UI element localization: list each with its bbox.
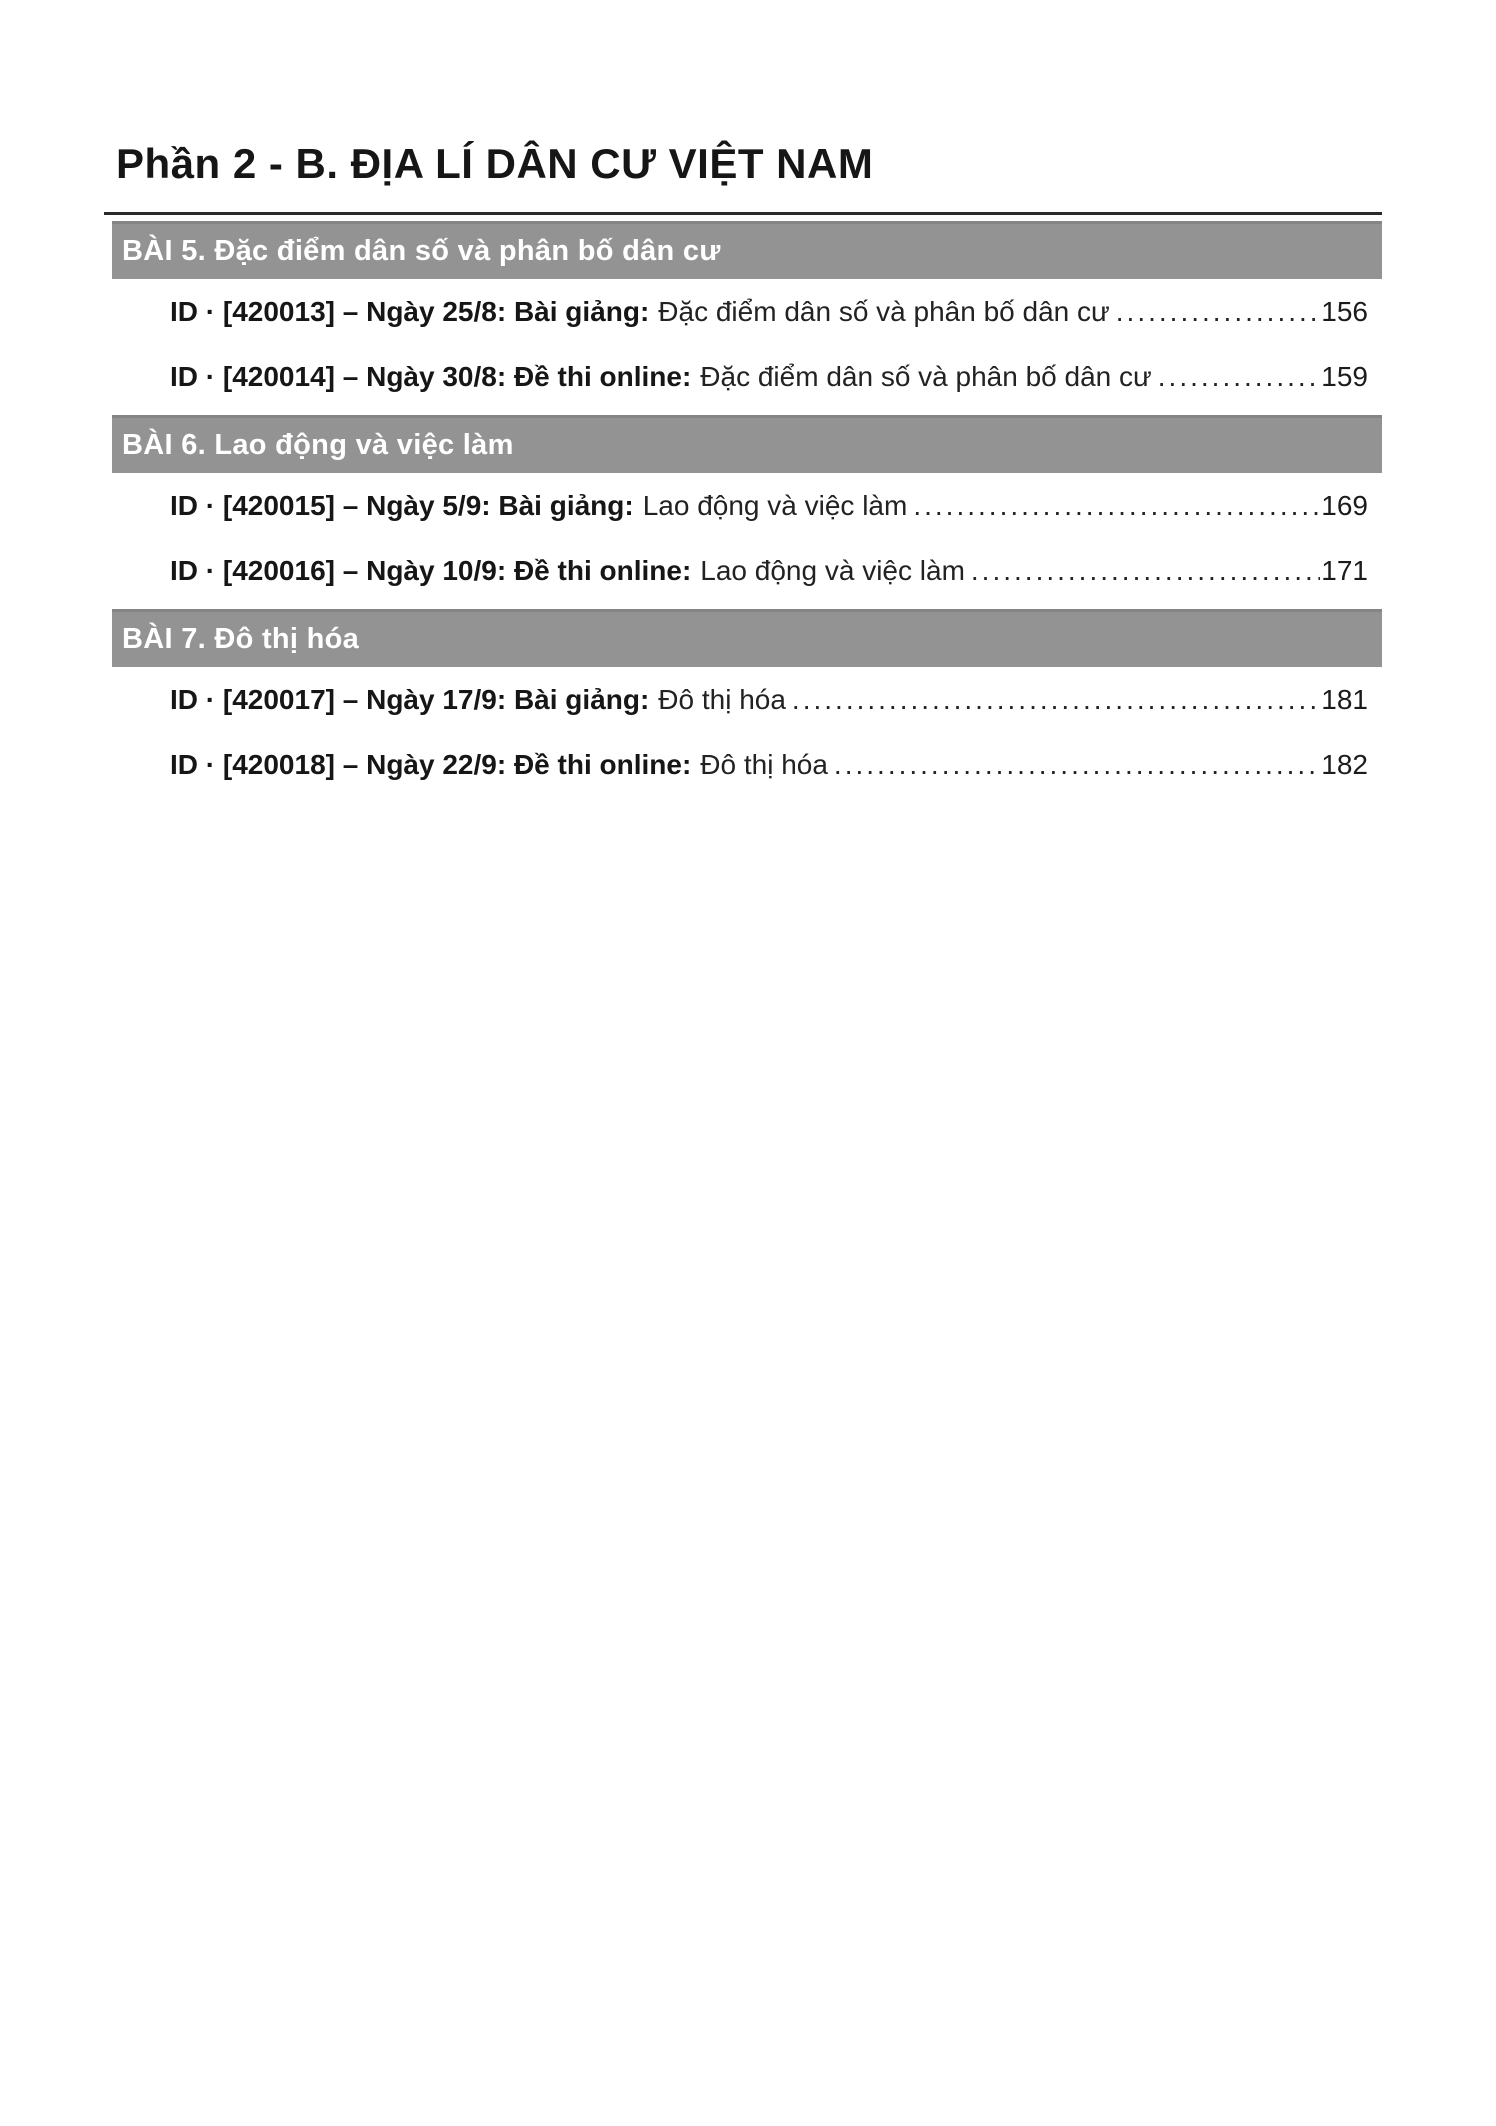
entry-prefix: ID · [420013] – Ngày 25/8: Bài giảng: bbox=[170, 296, 650, 327]
section-header-label: BÀI 7. Đô thị hóa bbox=[122, 623, 360, 655]
toc-entry bbox=[170, 732, 1368, 797]
title-divider bbox=[104, 212, 1382, 215]
section-entries bbox=[112, 279, 1382, 409]
toc-entry bbox=[170, 473, 1368, 538]
dot-leader bbox=[834, 732, 1320, 797]
section-header-label: BÀI 6. Lao động và việc làm bbox=[122, 429, 514, 461]
entry-prefix: ID · [420017] – Ngày 17/9: Bài giảng: bbox=[170, 684, 650, 715]
dot-leader bbox=[792, 667, 1320, 732]
entry-page-number: 159 bbox=[1321, 361, 1368, 392]
section-entries bbox=[112, 667, 1382, 797]
entry-title: Đô thị hóa bbox=[658, 684, 786, 715]
page-title: Phần 2 - B. ĐỊA LÍ DÂN CƯ VIỆT NAM bbox=[116, 140, 874, 187]
section-header-bai-5 bbox=[112, 221, 1382, 279]
section-entries bbox=[112, 473, 1382, 603]
dot-leader bbox=[1116, 279, 1321, 344]
entry-title: Đặc điểm dân số và phân bố dân cư bbox=[658, 296, 1110, 327]
section-header-bai-6 bbox=[112, 415, 1382, 473]
toc-entry bbox=[170, 279, 1368, 344]
toc-content bbox=[112, 138, 1382, 803]
entry-page-number: 182 bbox=[1321, 749, 1368, 780]
entry-page-number: 156 bbox=[1321, 296, 1368, 327]
entry-prefix: ID · [420016] – Ngày 10/9: Đề thi online: bbox=[170, 555, 692, 586]
toc-section-bai-5 bbox=[112, 221, 1382, 409]
entry-page-number: 169 bbox=[1321, 490, 1368, 521]
dot-leader bbox=[913, 473, 1320, 538]
entry-title: Lao động và việc làm bbox=[642, 490, 908, 521]
entry-prefix: ID · [420015] – Ngày 5/9: Bài giảng: bbox=[170, 490, 634, 521]
toc-section-bai-6 bbox=[112, 415, 1382, 603]
entry-prefix: ID · [420018] – Ngày 22/9: Đề thi online: bbox=[170, 749, 692, 780]
entry-page-number: 181 bbox=[1321, 684, 1368, 715]
entry-title: Đặc điểm dân số và phân bố dân cư bbox=[700, 361, 1152, 392]
toc-entry bbox=[170, 344, 1368, 409]
dot-leader bbox=[1158, 344, 1321, 409]
toc-section-bai-7 bbox=[112, 609, 1382, 797]
toc-entry bbox=[170, 538, 1368, 603]
section-header-label: BÀI 5. Đặc điểm dân số và phân bố dân cư bbox=[122, 235, 721, 267]
section-header-bai-7 bbox=[112, 609, 1382, 667]
entry-title: Đô thị hóa bbox=[700, 749, 828, 780]
toc-entry bbox=[170, 667, 1368, 732]
entry-prefix: ID · [420014] – Ngày 30/8: Đề thi online: bbox=[170, 361, 692, 392]
dot-leader bbox=[971, 538, 1320, 603]
entry-page-number: 171 bbox=[1321, 555, 1368, 586]
entry-title: Lao động và việc làm bbox=[700, 555, 965, 586]
